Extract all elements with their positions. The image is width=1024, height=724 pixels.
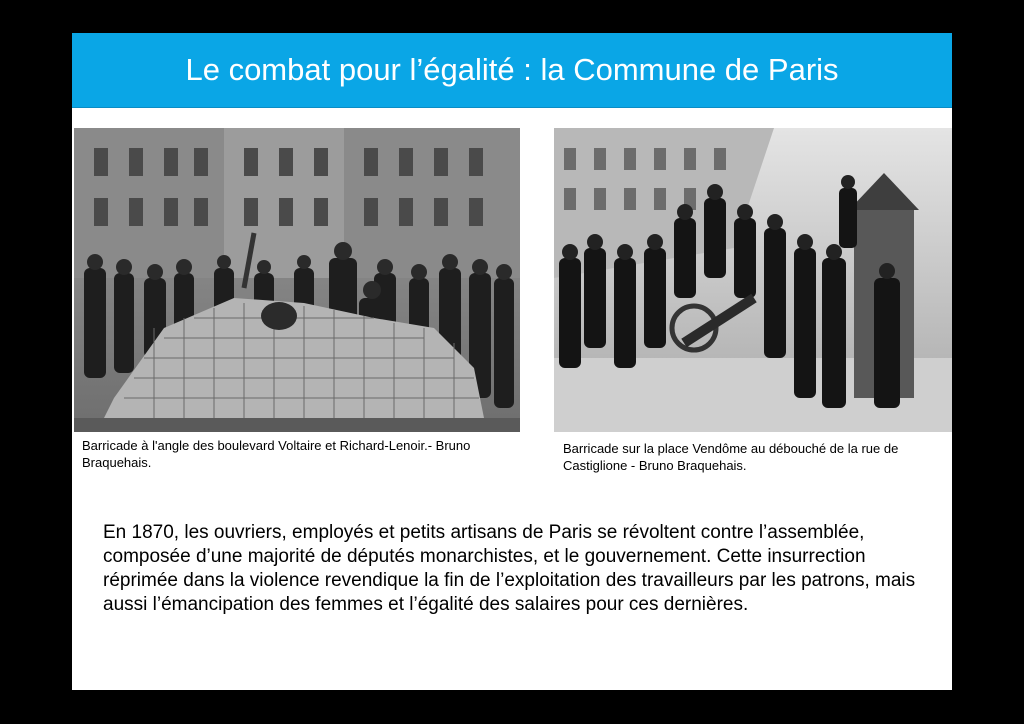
- barricade-voltaire-photo: [74, 128, 520, 432]
- body-paragraph: En 1870, les ouvriers, employés et petits artisans de Paris se révoltent contre l’assemblée, composée d’une majorité de députés monarchistes, et le gouvernement. Cette insurrection réprimée dans la violence revendique la fin de l’exploitation des travailleurs par les patrons, mais aussi l’émancipation des femmes et l’égalité des salaires pour ces dernières.: [103, 522, 916, 615]
- slide-title: Le combat pour l’égalité : la Commune de Paris: [185, 52, 839, 87]
- barricade-photo-icon: [554, 128, 952, 432]
- slide: [72, 33, 952, 690]
- barricade-photo-icon: [74, 128, 520, 432]
- photo-caption-right: Barricade sur la place Vendôme au débouché de la rue de Castiglione - Bruno Braquehais.: [563, 441, 899, 473]
- photo-caption-left: Barricade à l'angle des boulevard Voltaire et Richard-Lenoir.- Bruno Braquehais.: [82, 438, 471, 470]
- title-bar: [72, 33, 952, 108]
- barricade-vendome-photo: [554, 128, 952, 432]
